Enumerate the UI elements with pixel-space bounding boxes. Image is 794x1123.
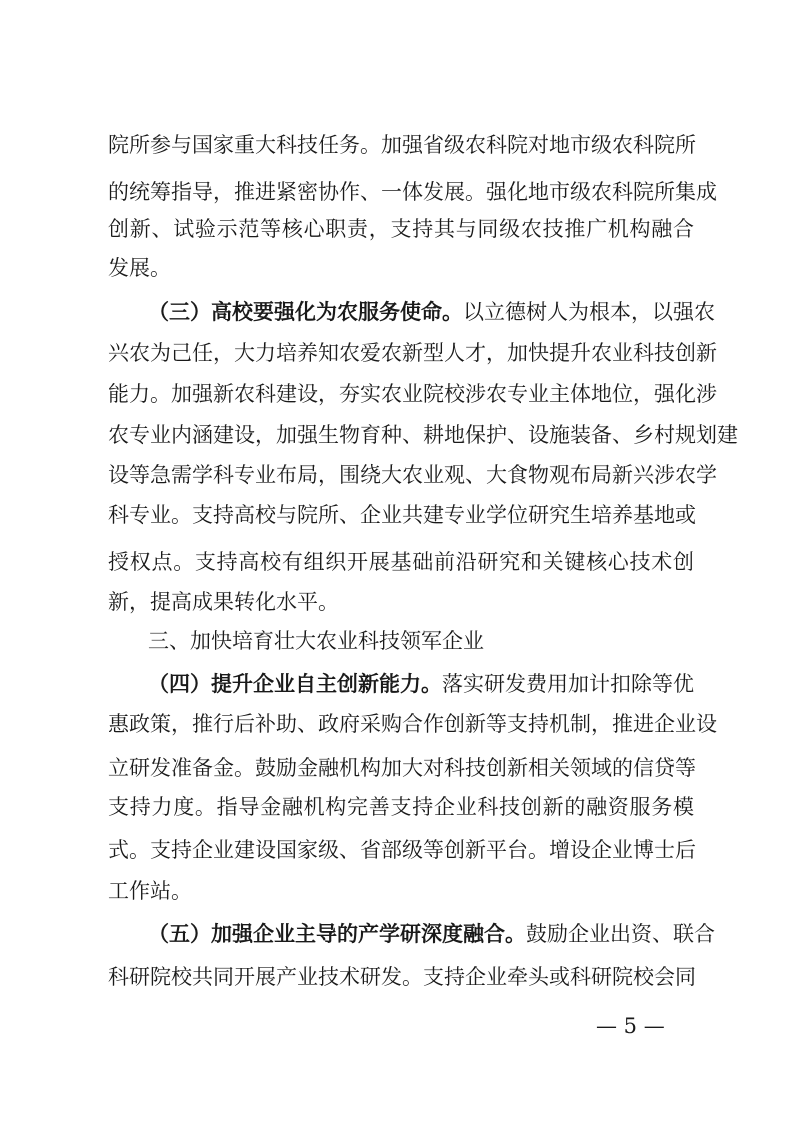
subsection-heading: （五）加强企业主导的产学研深度融合。 bbox=[148, 921, 526, 946]
paragraph-line: 的统筹指导，推进紧密协作、一体发展。强化地市级农科院所集成 bbox=[108, 180, 717, 204]
subsection-heading: （四）提升企业自主创新能力。 bbox=[148, 671, 442, 696]
paragraph-line: 支持力度。指导金融机构完善支持企业科技创新的融资服务模 bbox=[108, 795, 694, 819]
paragraph-text: 鼓励企业出资、联合 bbox=[526, 922, 715, 946]
paragraph-line: 农专业内涵建设，加强生物育种、耕地保护、设施装备、乡村规划建 bbox=[108, 423, 738, 447]
paragraph-line: 式。支持企业建设国家级、省部级等创新平台。增设企业博士后 bbox=[108, 838, 696, 862]
paragraph-line: 惠政策，推行后补助、政府采购合作创新等支持机制，推进企业设 bbox=[108, 712, 717, 736]
paragraph-line: 院所参与国家重大科技任务。加强省级农科院对地市级农科院所 bbox=[108, 133, 696, 157]
paragraph-line: 工作站。 bbox=[108, 879, 192, 903]
paragraph-first-line bbox=[148, 297, 715, 327]
paragraph-line: 授权点。支持高校有组织开展基础前沿研究和关键核心技术创 bbox=[108, 550, 694, 574]
section-heading: 三、加快培育壮大农业科技领军企业 bbox=[148, 629, 484, 653]
paragraph-line: 科研院校共同开展产业技术研发。支持企业牵头或科研院校会同 bbox=[108, 965, 696, 989]
paragraph-text: 落实研发费用加计扣除等优 bbox=[442, 672, 694, 696]
paragraph-line: 创新、试验示范等核心职责，支持其与同级农技推广机构融合 bbox=[108, 217, 694, 241]
paragraph-line: 科专业。支持高校与院所、企业共建专业学位研究生培养基地或 bbox=[108, 503, 696, 527]
paragraph-first-line bbox=[148, 669, 694, 699]
paragraph-first-line bbox=[148, 919, 715, 949]
paragraph-line: 设等急需学科专业布局，围绕大农业观、大食物观布局新兴涉农学 bbox=[108, 463, 717, 487]
paragraph-line: 立研发准备金。鼓励金融机构加大对科技创新相关领域的信贷等 bbox=[108, 756, 696, 780]
subsection-heading: （三）高校要强化为农服务使命。 bbox=[148, 299, 463, 324]
paragraph-line: 新，提高成果转化水平。 bbox=[108, 590, 339, 614]
paragraph-text: 以立德树人为根本，以强农 bbox=[463, 300, 715, 324]
paragraph-line: 发展。 bbox=[108, 256, 171, 280]
paragraph-line: 兴农为己任，大力培养知农爱农新型人才，加快提升农业科技创新 bbox=[108, 341, 717, 365]
page-number: — 5 — bbox=[596, 1014, 665, 1038]
paragraph-line: 能力。加强新农科建设，夯实农业院校涉农专业主体地位，强化涉 bbox=[108, 382, 717, 406]
